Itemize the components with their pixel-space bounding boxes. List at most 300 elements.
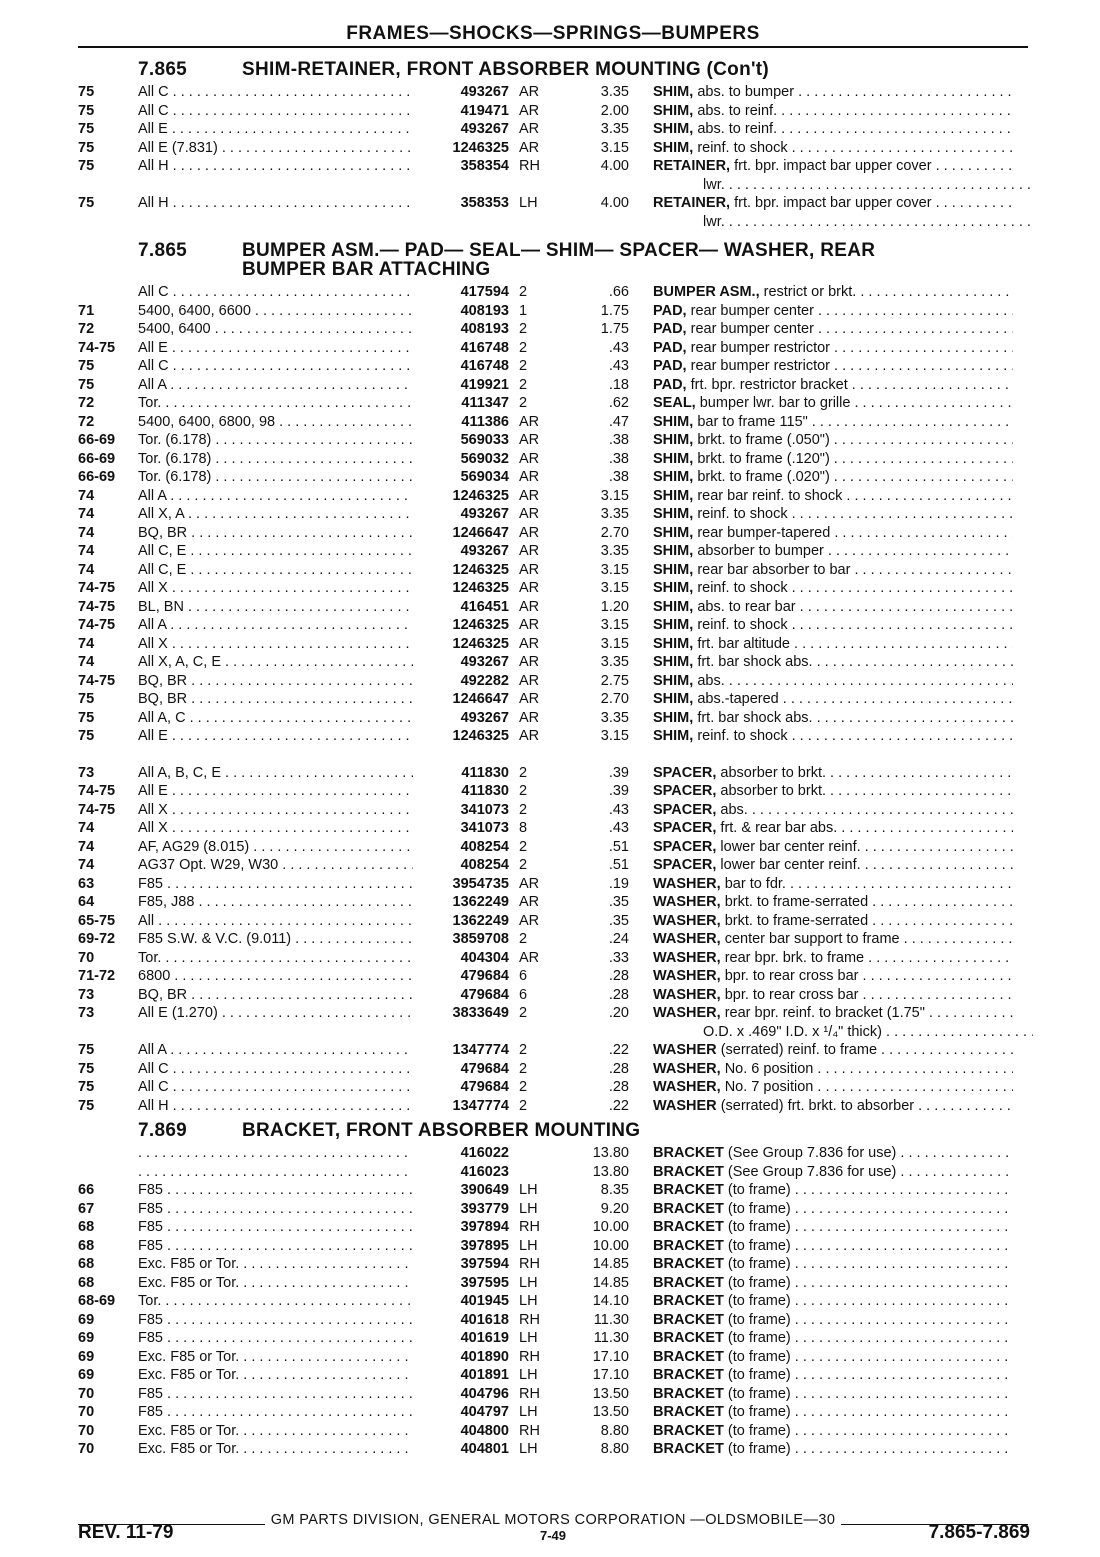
model-cell xyxy=(138,838,413,857)
model-text: All H xyxy=(138,158,169,174)
model-cell xyxy=(138,302,413,321)
part-number-cell: 404797 xyxy=(460,1404,509,1420)
price-cell: .38 xyxy=(608,469,629,485)
model-cell xyxy=(138,1385,413,1404)
description-text: rear bumper center xyxy=(690,302,814,319)
description-text: brkt. to frame (.050") xyxy=(697,432,830,448)
model-cell xyxy=(138,320,413,339)
table-row xyxy=(78,949,1033,968)
part-number-cell: 569034 xyxy=(460,469,509,485)
leader-dots xyxy=(791,1404,1013,1420)
price-cell: 2.00 xyxy=(600,102,629,119)
quantity-cell: AR xyxy=(519,875,540,892)
description-text: abs. to reinf. xyxy=(697,121,778,137)
description-text: absorber to brkt. xyxy=(720,764,826,781)
year-cell: 72 xyxy=(78,321,95,337)
model-text: All E (7.831) xyxy=(138,139,218,156)
description-keyword: WASHER, xyxy=(653,912,721,929)
leader-dots xyxy=(813,654,1013,670)
leader-dots xyxy=(830,451,1013,467)
leader-dots xyxy=(163,1312,413,1328)
price-cell: 3.15 xyxy=(600,635,629,652)
section-number: 7.865 xyxy=(138,59,188,80)
description-text: (to frame) xyxy=(727,1200,791,1217)
description-cell xyxy=(629,782,1013,801)
description-cell xyxy=(629,1078,1013,1097)
part-number-cell: 417594 xyxy=(460,284,509,300)
description-cell xyxy=(629,431,1013,450)
quantity-cell: AR xyxy=(519,598,540,615)
model-cell xyxy=(138,1237,413,1256)
leader-dots xyxy=(868,913,1013,929)
price-cell: 1.75 xyxy=(600,302,629,319)
description-text: abs. to bumper xyxy=(697,84,795,100)
table-row xyxy=(78,1255,1033,1274)
year-cell: 75 xyxy=(78,1042,95,1058)
description-text: reinf. to shock xyxy=(697,617,788,633)
price-cell: 17.10 xyxy=(592,1348,629,1365)
description-cell xyxy=(629,616,1013,635)
leader-dots xyxy=(166,488,413,504)
part-number-cell: 341073 xyxy=(460,801,509,818)
leader-dots xyxy=(166,1042,413,1058)
description-text: absorber to bumper xyxy=(697,543,824,559)
description-text: rear bar reinf. to shock xyxy=(697,487,843,504)
price-cell: 14.10 xyxy=(592,1293,629,1309)
description-keyword: SHIM, xyxy=(653,691,694,707)
description-keyword: SPACER, xyxy=(653,820,717,836)
part-number-cell: 416022 xyxy=(460,1145,509,1161)
quantity-cell: 2 xyxy=(519,857,528,873)
description-cell xyxy=(629,1348,1013,1367)
description-text: frt. bar altitude xyxy=(697,635,790,652)
quantity-cell: 2 xyxy=(519,1042,528,1058)
year-cell: 73 xyxy=(78,764,95,781)
table-row xyxy=(78,376,1033,395)
table-row xyxy=(78,1237,1033,1256)
table-row xyxy=(78,1163,1033,1182)
price-cell: 2.70 xyxy=(600,691,629,707)
description-text: rear bpr. brk. to frame xyxy=(724,949,865,966)
leader-dots xyxy=(163,1182,413,1198)
quantity-cell: 2 xyxy=(519,801,528,818)
continuation-spacer xyxy=(78,176,679,195)
model-cell xyxy=(138,579,413,598)
description-keyword: SHIM, xyxy=(653,580,694,596)
description-keyword: BRACKET xyxy=(653,1163,724,1180)
quantity-cell: AR xyxy=(519,709,540,726)
quantity-cell: LH xyxy=(519,1237,538,1254)
model-text: 6800 xyxy=(138,968,171,984)
description-keyword: PAD, xyxy=(653,358,687,374)
description-cell xyxy=(629,157,1013,176)
description-keyword: SHIM, xyxy=(653,413,694,430)
part-number-cell: 569033 xyxy=(460,432,509,448)
leader-dots xyxy=(791,1441,1013,1457)
year-cell: 75 xyxy=(78,376,95,393)
leader-dots xyxy=(824,543,1013,559)
model-cell xyxy=(138,83,413,102)
leader-dots xyxy=(848,377,1013,393)
leader-dots xyxy=(239,1423,413,1439)
description-cell xyxy=(629,635,1013,654)
year-cell: 66-69 xyxy=(78,432,116,448)
leader-dots xyxy=(221,654,413,670)
table-row xyxy=(78,967,1033,986)
part-number-cell: 1246325 xyxy=(452,487,509,504)
table-row xyxy=(78,302,1033,321)
year-cell: 70 xyxy=(78,1404,95,1420)
model-cell xyxy=(138,653,413,672)
description-cell xyxy=(629,727,1013,746)
price-cell: 8.35 xyxy=(600,1182,629,1198)
part-number-cell: 1347774 xyxy=(452,1042,509,1058)
leader-dots xyxy=(748,802,1013,818)
price-cell: .22 xyxy=(608,1042,629,1058)
table-row xyxy=(78,357,1033,376)
price-cell: .51 xyxy=(608,838,629,855)
quantity-cell: 6 xyxy=(519,986,528,1003)
model-text: BQ, BR xyxy=(138,524,188,541)
quantity-cell: AR xyxy=(519,691,540,707)
description-cell xyxy=(629,1255,1013,1274)
leader-dots xyxy=(877,1042,1013,1058)
leader-dots xyxy=(788,580,1013,596)
leader-dots xyxy=(163,1219,413,1235)
description-text: (to frame) xyxy=(727,1182,791,1198)
model-cell xyxy=(138,1041,413,1060)
description-keyword: SHIM, xyxy=(653,139,694,156)
table-row xyxy=(78,413,1033,432)
quantity-cell: AR xyxy=(519,487,540,504)
model-cell xyxy=(138,157,413,176)
leader-dots xyxy=(788,140,1013,156)
year-cell: 65-75 xyxy=(78,912,116,929)
price-cell: 4.00 xyxy=(600,158,629,174)
model-text: All X xyxy=(138,801,168,818)
price-cell: 9.20 xyxy=(600,1200,629,1217)
description-text: frt. bpr. impact bar upper cover xyxy=(734,158,932,174)
description-text: (to frame) xyxy=(727,1219,791,1235)
price-cell: 3.15 xyxy=(600,561,629,578)
table-row xyxy=(78,1218,1033,1237)
price-cell: .35 xyxy=(608,894,629,910)
part-number-cell: 401619 xyxy=(460,1330,509,1346)
table-row xyxy=(78,83,1033,102)
model-text: Tor. (6.178) xyxy=(138,469,212,485)
year-cell: 74 xyxy=(78,838,95,855)
price-cell: .39 xyxy=(608,764,629,781)
price-cell: .47 xyxy=(608,413,629,430)
description-cell xyxy=(629,394,1013,413)
part-number-cell: 493267 xyxy=(460,506,509,522)
price-cell: 1.75 xyxy=(600,321,629,337)
description-text: frt. bar shock abs. xyxy=(697,654,813,670)
description-continuation xyxy=(679,1023,1033,1042)
description-text: reinf. to shock xyxy=(697,580,788,596)
leader-dots xyxy=(779,691,1013,707)
price-cell: .43 xyxy=(608,801,629,818)
model-text: BQ, BR xyxy=(138,691,188,707)
section-title: BUMPER ASM.— PAD— SEAL— SHIM— SPACER— WASHER, REAR xyxy=(242,240,876,261)
description-cell xyxy=(629,764,1013,783)
leader-dots xyxy=(791,1423,1013,1439)
part-number-cell: 401891 xyxy=(460,1367,509,1383)
model-cell xyxy=(138,283,413,302)
description-keyword: BRACKET xyxy=(653,1293,724,1309)
quantity-cell: 8 xyxy=(519,820,528,836)
part-number-cell: 1246647 xyxy=(452,691,509,707)
model-cell xyxy=(138,1144,413,1163)
year-cell: 70 xyxy=(78,1422,95,1439)
quantity-cell: 6 xyxy=(519,968,528,984)
leader-dots xyxy=(221,765,413,781)
part-number-cell: 1246325 xyxy=(452,728,509,744)
description-cell xyxy=(629,357,1013,376)
part-number-cell: 3833649 xyxy=(452,1005,509,1021)
leader-dots xyxy=(830,432,1013,448)
model-cell xyxy=(138,1274,413,1293)
year-cell: 69-72 xyxy=(78,931,116,947)
model-text: All H xyxy=(138,1097,169,1114)
description-text: center bar support to frame xyxy=(724,931,900,947)
part-number-cell: 358353 xyxy=(460,195,509,211)
year-cell: 72 xyxy=(78,413,95,430)
model-text: All X xyxy=(138,820,168,836)
quantity-cell: 2 xyxy=(519,1060,528,1077)
description-text: brkt. to frame-serrated xyxy=(724,912,869,929)
table-row xyxy=(78,320,1033,339)
leader-dots xyxy=(788,728,1013,744)
description-text: rear bumper restrictor xyxy=(690,339,831,356)
description-cell xyxy=(629,83,1013,102)
model-cell xyxy=(138,819,413,838)
model-text: Exc. F85 or Tor. xyxy=(138,1367,240,1383)
description-keyword: PAD, xyxy=(653,302,687,319)
year-cell: 73 xyxy=(78,1005,95,1021)
year-cell: 75 xyxy=(78,728,95,744)
quantity-cell: LH xyxy=(519,1274,538,1291)
price-cell: .62 xyxy=(608,395,629,411)
leader-dots xyxy=(161,1293,413,1309)
table-row xyxy=(78,912,1033,931)
model-text: All H xyxy=(138,195,169,211)
continuation-text: O.D. x .469" I.D. x ¹/₄" thick) xyxy=(703,1023,882,1040)
leader-dots xyxy=(925,1005,1013,1021)
parts-section xyxy=(78,1121,1033,1459)
leader-dots xyxy=(932,195,1013,211)
price-cell: .43 xyxy=(608,358,629,374)
model-text: Tor. (6.178) xyxy=(138,450,212,467)
section-number: 7.869 xyxy=(138,1120,188,1141)
model-cell xyxy=(138,764,413,783)
model-cell xyxy=(138,635,413,654)
model-cell xyxy=(138,801,413,820)
part-number-cell: 408193 xyxy=(460,321,509,337)
part-number-cell: 397895 xyxy=(460,1237,509,1254)
section-heading-cont xyxy=(78,260,1033,279)
parts-section xyxy=(78,60,1033,231)
year-cell: 68 xyxy=(78,1237,95,1254)
model-cell xyxy=(138,102,413,121)
model-text: Exc. F85 or Tor. xyxy=(138,1348,240,1365)
description-cell xyxy=(629,1181,1013,1200)
year-cell: 70 xyxy=(78,1385,95,1402)
price-cell: 3.35 xyxy=(600,543,629,559)
leader-dots xyxy=(163,1330,413,1346)
quantity-cell: AR xyxy=(519,506,540,522)
year-cell: 68 xyxy=(78,1219,95,1235)
price-cell: 10.00 xyxy=(592,1219,629,1235)
table-row xyxy=(78,801,1033,820)
leader-dots xyxy=(858,987,1013,1003)
table-row xyxy=(78,505,1033,524)
part-number-cell: 419471 xyxy=(460,102,509,119)
leader-dots xyxy=(186,710,413,726)
model-text: F85 xyxy=(138,1311,163,1328)
description-keyword: WASHER, xyxy=(653,931,721,947)
description-cell xyxy=(629,1440,1013,1459)
table-row xyxy=(78,1403,1033,1422)
year-cell: 64 xyxy=(78,894,95,910)
model-cell xyxy=(138,1348,413,1367)
leader-dots xyxy=(813,710,1013,726)
model-cell xyxy=(138,967,413,986)
table-row xyxy=(78,819,1033,838)
leader-dots xyxy=(168,121,413,137)
part-number-cell: 1246647 xyxy=(452,524,509,541)
leader-dots xyxy=(168,340,413,356)
leader-dots xyxy=(194,894,413,910)
model-text: All A, B, C, E xyxy=(138,764,221,781)
price-cell: 3.15 xyxy=(600,487,629,504)
year-cell: 74 xyxy=(78,857,95,873)
model-cell xyxy=(138,1060,413,1079)
quantity-cell: 2 xyxy=(519,339,528,356)
part-number-cell: 493267 xyxy=(460,709,509,726)
leader-dots xyxy=(168,728,413,744)
leader-dots xyxy=(830,358,1013,374)
footer xyxy=(78,1522,1030,1546)
price-cell: .18 xyxy=(608,376,629,393)
price-cell: .38 xyxy=(608,432,629,448)
table-row xyxy=(78,1422,1033,1441)
description-text: brkt. to frame (.020") xyxy=(697,469,830,485)
leader-dots xyxy=(861,839,1013,855)
model-text: BQ, BR xyxy=(138,672,188,689)
model-text: All A xyxy=(138,617,167,633)
leader-dots xyxy=(138,1145,413,1161)
description-keyword: BRACKET xyxy=(653,1367,724,1383)
year-cell: 66-69 xyxy=(78,450,116,467)
year-cell: 69 xyxy=(78,1348,95,1365)
description-text: rear bumper restrictor xyxy=(690,358,831,374)
leader-dots xyxy=(850,395,1013,411)
year-cell: 75 xyxy=(78,691,95,707)
year-cell: 75 xyxy=(78,84,95,100)
description-cell xyxy=(629,524,1013,543)
quantity-cell: 2 xyxy=(519,1079,528,1095)
model-cell xyxy=(138,1292,413,1311)
description-keyword: BRACKET xyxy=(653,1348,724,1365)
part-number-cell: 1347774 xyxy=(452,1097,509,1114)
leader-dots xyxy=(239,1367,413,1383)
leader-dots xyxy=(168,802,413,818)
description-keyword: SHIM, xyxy=(653,617,694,633)
leader-dots xyxy=(211,321,413,337)
description-keyword: SHIM, xyxy=(653,506,694,522)
description-text: brkt. to frame (.120") xyxy=(697,450,830,467)
leader-dots xyxy=(725,214,1033,230)
year-cell: 75 xyxy=(78,1097,95,1114)
model-cell xyxy=(138,339,413,358)
description-keyword: BRACKET xyxy=(653,1145,724,1161)
leader-dots xyxy=(163,1238,413,1254)
part-number-cell: 1246325 xyxy=(452,139,509,156)
year-cell: 75 xyxy=(78,358,95,374)
price-cell: .43 xyxy=(608,820,629,836)
model-cell xyxy=(138,542,413,561)
leader-dots xyxy=(211,451,413,467)
model-text: F85 xyxy=(138,1182,163,1198)
leader-dots xyxy=(791,1349,1013,1365)
year-cell: 63 xyxy=(78,875,95,892)
year-cell: 68-69 xyxy=(78,1293,116,1309)
table-row xyxy=(78,120,1033,139)
quantity-cell: 2 xyxy=(519,838,528,855)
quantity-cell: AR xyxy=(519,469,540,485)
leader-dots xyxy=(896,1164,1013,1180)
description-text: abs. xyxy=(697,672,725,689)
section-heading xyxy=(78,241,1033,260)
description-keyword: SHIM, xyxy=(653,561,694,578)
description-keyword: WASHER, xyxy=(653,1005,721,1021)
leader-dots xyxy=(168,580,413,596)
price-cell: 3.35 xyxy=(600,709,629,726)
model-cell xyxy=(138,524,413,543)
leader-dots xyxy=(169,103,413,119)
year-cell: 66 xyxy=(78,1182,95,1198)
leader-dots xyxy=(791,1367,1013,1383)
part-number-cell: 411830 xyxy=(461,783,509,799)
description-cell xyxy=(629,468,1013,487)
table-row xyxy=(78,616,1033,635)
description-cell xyxy=(629,967,1013,986)
description-keyword: SHIM, xyxy=(653,121,694,137)
description-cell xyxy=(629,912,1013,931)
description-keyword: SHIM, xyxy=(653,469,694,485)
quantity-cell: AR xyxy=(519,432,540,448)
part-number-cell: 493267 xyxy=(460,121,509,137)
model-text: All E xyxy=(138,728,168,744)
model-text: Exc. F85 or Tor. xyxy=(138,1422,240,1439)
description-keyword: SHIM, xyxy=(653,598,694,615)
description-cell xyxy=(629,450,1013,469)
leader-dots xyxy=(791,1238,1013,1254)
part-number-cell: 492282 xyxy=(460,672,509,689)
description-text: frt. bpr. restrictor bracket xyxy=(690,376,848,393)
quantity-cell: 2 xyxy=(519,376,528,393)
description-cell xyxy=(629,487,1013,506)
quantity-cell: 2 xyxy=(519,764,528,781)
year-cell: 74-75 xyxy=(78,617,116,633)
quantity-cell: RH xyxy=(519,1256,540,1272)
model-text: F85 xyxy=(138,1237,163,1254)
model-cell xyxy=(138,1422,413,1441)
price-cell: 2.70 xyxy=(600,524,629,541)
quantity-cell: AR xyxy=(519,84,540,100)
description-text: No. 7 position xyxy=(724,1079,814,1095)
